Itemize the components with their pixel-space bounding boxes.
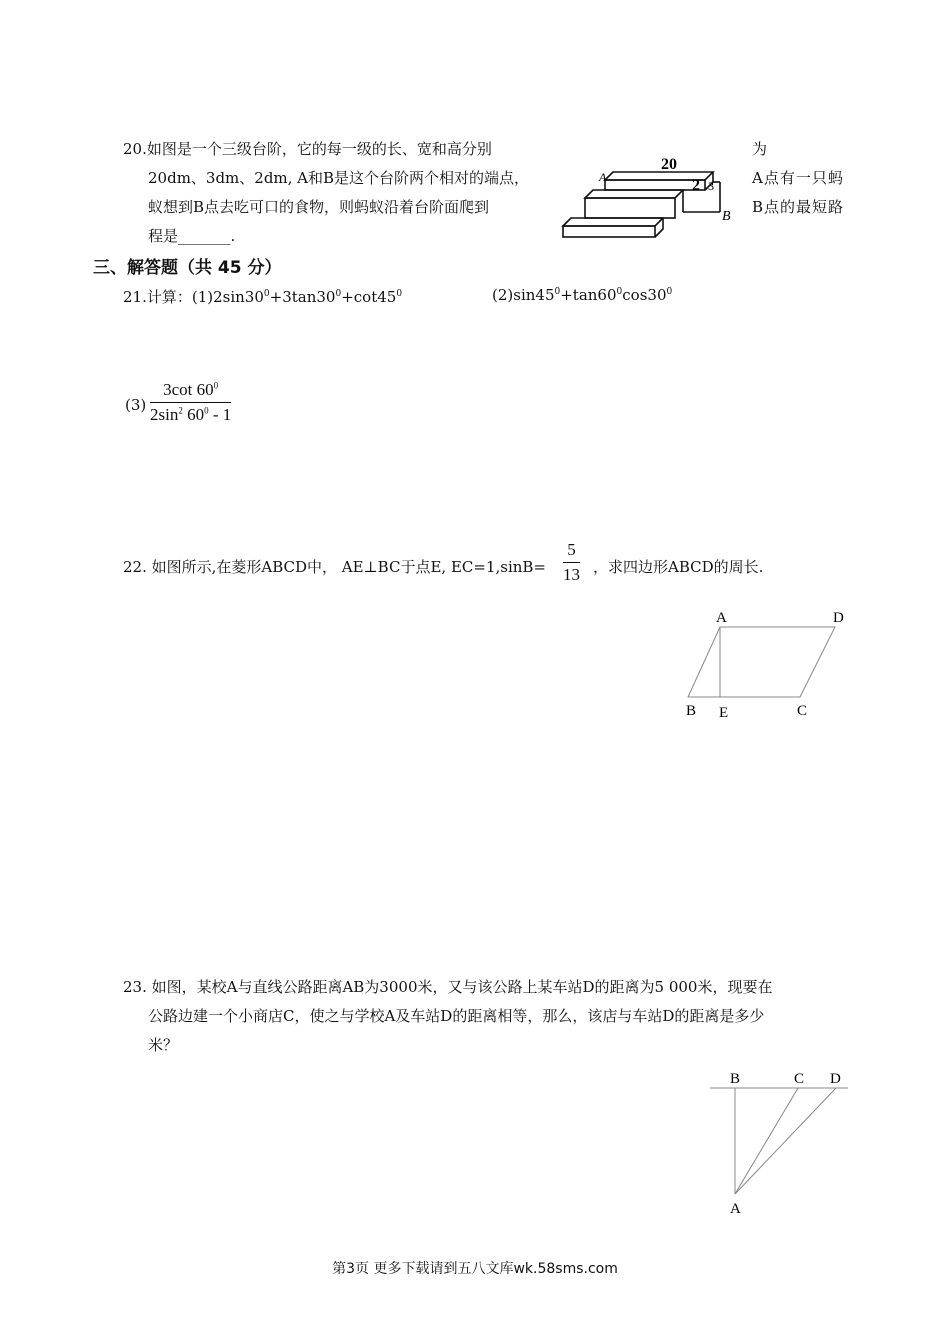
rhombus-b-label: B	[686, 703, 697, 719]
q20-line2-right: A点有一只蚂	[752, 169, 844, 187]
staircase-height-label: 3	[708, 179, 714, 193]
q21-part3-denominator: $2\sin^2$ $60^0 - 1$	[150, 405, 232, 424]
point-b-label: B	[722, 209, 731, 224]
q20-line2: 20dm、3dm、2dm, A和B是这个台阶两个相对的端点，	[148, 169, 530, 187]
q21-part1: 21.计算：$(1)2\sin 30^0+3\tan 30^0+\cot 45^0$	[123, 288, 403, 306]
staircase-figure	[555, 150, 745, 245]
q23-line2: 公路边建一个小商店C，使之与学校A及车站D的距离相等，那么，该店与车站D的距离是多少	[148, 1007, 765, 1025]
staircase-width-label: 2	[692, 177, 700, 194]
rhombus-c-label: C	[797, 703, 808, 719]
q20-line3: 蚁想到B点去吃可口的食物，则蚂蚁沿着台阶面爬到	[148, 198, 490, 216]
q20-line1-right: 为	[752, 140, 768, 158]
q23-line1: 23. 如图，某校A与直线公路距离AB为3000米，又与该公路上某车站D的距离为5 000米，现要在	[123, 978, 773, 996]
road-b-label: B	[730, 1071, 741, 1087]
q23-line3: 米？	[148, 1036, 179, 1054]
page-footer: 第3页 更多下载请到五八文库wk.58sms.com	[332, 1261, 618, 1277]
q21-part3-fraction	[150, 380, 231, 425]
staircase-length-label: 20	[661, 156, 677, 173]
rhombus-a-label: A	[716, 610, 727, 626]
q20-line1: 20.如图是一个三级台阶，它的每一级的长、宽和高分别	[123, 140, 492, 158]
q21-part3-label: (3)	[125, 396, 147, 414]
q21-part2: $(2)\sin 45^0+\tan 60^0\cos 30^0$	[492, 286, 673, 304]
rhombus-e-label: E	[719, 705, 729, 721]
q21-part3-numerator: 3cot $60^0$	[150, 380, 231, 403]
q20-line4: 程是_______.	[148, 227, 236, 245]
road-c-label: C	[794, 1071, 805, 1087]
q20-line3-right: B点的最短路	[752, 198, 845, 216]
road-figure	[700, 1066, 860, 1226]
road-a-label: A	[730, 1201, 741, 1217]
section-title: 三、解答题（共 45 分）	[93, 258, 282, 278]
rhombus-d-label: D	[833, 610, 844, 626]
q22-fraction: $\frac{5}{13}$	[563, 540, 580, 584]
rhombus-figure	[680, 605, 850, 725]
q22-text-a: 22. 如图所示,在菱形ABCD中， AE⊥BC于点E, EC=1,sinB=	[123, 558, 547, 576]
point-a-label: A	[599, 170, 607, 184]
q22-text-b: ，求四边形ABCD的周长.	[593, 558, 764, 576]
road-d-label: D	[830, 1071, 841, 1087]
